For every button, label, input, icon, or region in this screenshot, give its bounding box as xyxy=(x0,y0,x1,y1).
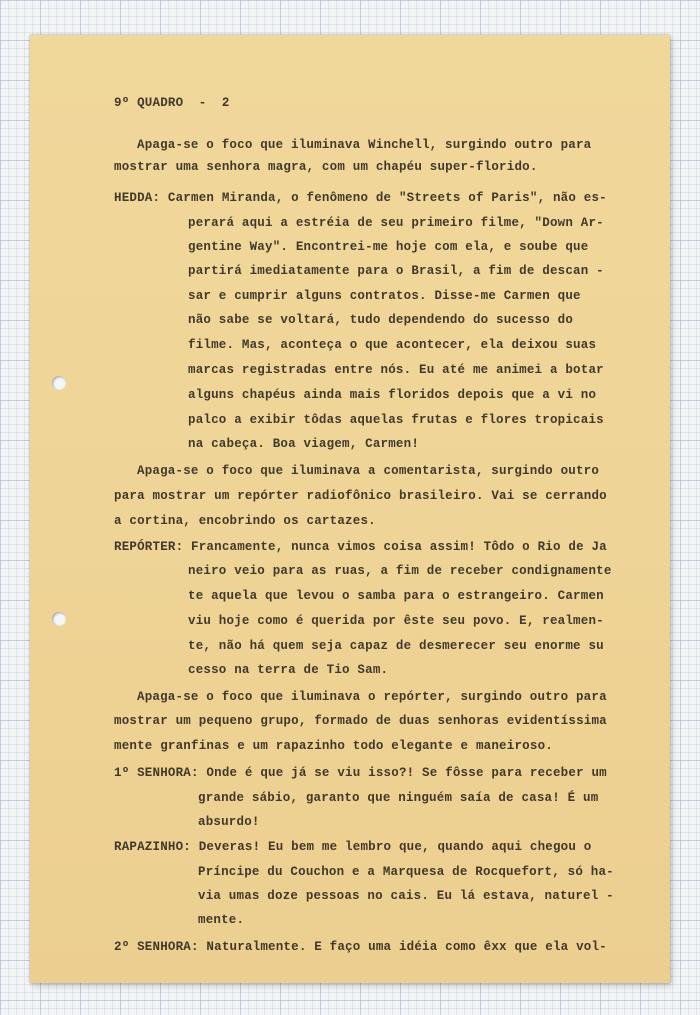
dialogue-line: não sabe se voltará, tudo dependendo do sucesso do xyxy=(188,313,574,327)
dialogue-line: marcas registradas entre nós. Eu até me animei a botar xyxy=(188,363,604,377)
dialogue-line: alguns chapéus ainda mais floridos depois que a vi no xyxy=(188,388,597,402)
dialogue-line: filme. Mas, aconteça o que acontecer, ela deixou suas xyxy=(188,338,597,352)
stage-direction-line: Apaga-se o foco que iluminava o repórter, surgindo outro para xyxy=(137,690,607,704)
dialogue-line: gentine Way". Encontrei-me hoje com ela, e soube que xyxy=(188,240,589,254)
dialogue-line: REPÓRTER: Francamente, nunca vimos coisa assim! Tôdo o Rio de Ja xyxy=(114,540,607,554)
dialogue-line: mente. xyxy=(198,913,245,927)
dialogue-line: sar e cumprir alguns contratos. Disse-me Carmen que xyxy=(188,289,581,303)
dialogue-line: 1º SENHORA: Onde é que já se viu isso?! Se fôsse para receber um xyxy=(114,766,607,780)
dialogue-line: 2º SENHORA: Naturalmente. E faço uma idéia como êxx que ela vol- xyxy=(114,940,607,954)
dialogue-line: grande sábio, garanto que ninguém saía de casa! É um xyxy=(198,791,599,805)
stage-direction-line: mostrar uma senhora magra, com um chapéu super-florido. xyxy=(114,160,538,174)
typewritten-page xyxy=(30,35,670,983)
dialogue-line: te, não há quem seja capaz de desmerecer seu enorme su xyxy=(188,639,604,653)
page-header: 9º QUADRO - 2 xyxy=(114,96,230,110)
dialogue-line: na cabeça. Boa viagem, Carmen! xyxy=(188,437,420,451)
dialogue-line: neiro veio para as ruas, a fim de receber condignamente xyxy=(188,564,612,578)
dialogue-line: palco a exibir tôdas aquelas frutas e flores tropicais xyxy=(188,413,604,427)
dialogue-line: RAPAZINHO: Deveras! Eu bem me lembro que, quando aqui chegou o xyxy=(114,840,592,854)
stage-direction-line: para mostrar um repórter radiofônico brasileiro. Vai se cerrando xyxy=(114,489,607,503)
stage-direction-line: a cortina, encobrindo os cartazes. xyxy=(114,514,376,528)
typescript-body xyxy=(30,35,670,983)
stage-direction-line: Apaga-se o foco que iluminava a comentarista, surgindo outro xyxy=(137,464,600,478)
dialogue-line: perará aqui a estréia de seu primeiro filme, "Down Ar- xyxy=(188,216,604,230)
dialogue-line: cesso na terra de Tio Sam. xyxy=(188,663,389,677)
dialogue-line: HEDDA: Carmen Miranda, o fenômeno de "Streets of Paris", não es- xyxy=(114,191,607,205)
stage-direction-line: mente granfinas e um rapazinho todo elegante e maneiroso. xyxy=(114,739,553,753)
dialogue-line: absurdo! xyxy=(198,815,260,829)
dialogue-line: te aquela que levou o samba para o estrangeiro. Carmen xyxy=(188,589,604,603)
dialogue-line: partirá imediatamente para o Brasil, a fim de descan - xyxy=(188,264,604,278)
stage-direction-line: mostrar um pequeno grupo, formado de duas senhoras evidentíssima xyxy=(114,714,607,728)
stage-direction-line: Apaga-se o foco que iluminava Winchell, surgindo outro para xyxy=(137,138,592,152)
dialogue-line: Príncipe du Couchon e a Marquesa de Rocquefort, só ha- xyxy=(198,865,614,879)
dialogue-line: viu hoje como é querida por êste seu povo. E, realmen- xyxy=(188,614,604,628)
dialogue-line: via umas doze pessoas no cais. Eu lá estava, naturel - xyxy=(198,889,614,903)
